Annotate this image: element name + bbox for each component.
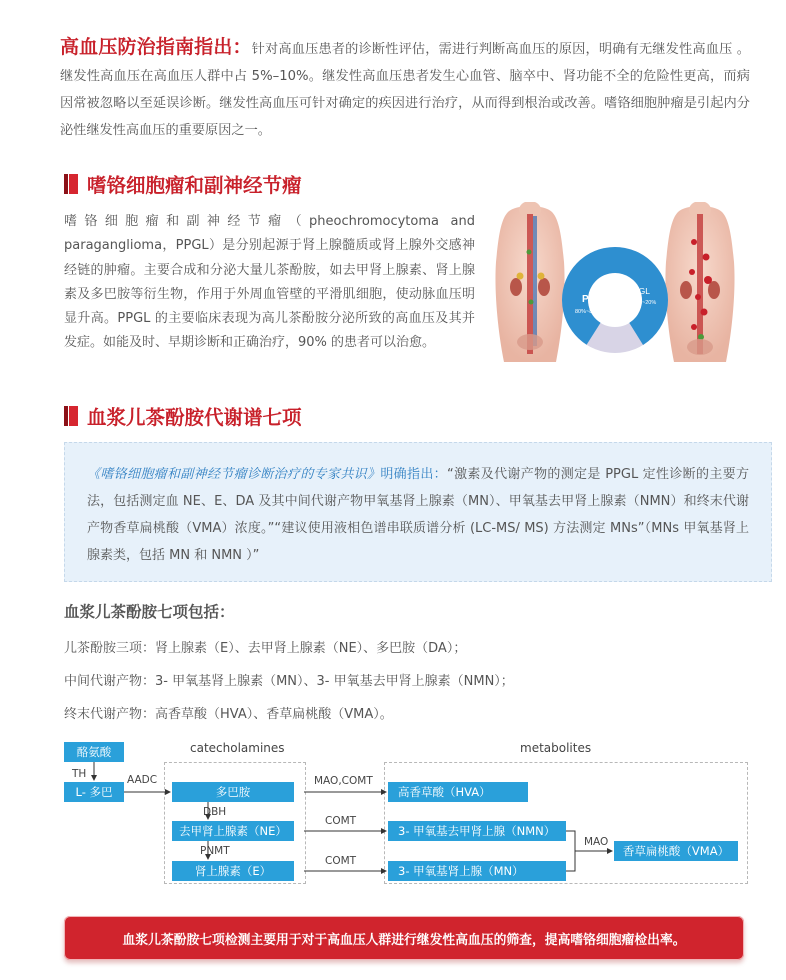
quote-prefix: 明确指出： xyxy=(380,467,447,482)
quote-source-title: 《嗜铬细胞瘤和副神经节瘤诊断治疗的专家共识》 xyxy=(87,467,381,482)
intro-lead: 高血压防治指南指出： xyxy=(60,36,252,58)
vma-box: 香草扁桃酸（VMA） xyxy=(614,841,738,861)
list-title: 血浆儿茶酚胺七项包括： xyxy=(64,603,235,621)
comt-label-2: COMT xyxy=(325,855,357,867)
ldopa-box: L- 多巴 xyxy=(64,782,124,802)
ne-box: 去甲肾上腺素（NE） xyxy=(172,821,294,841)
metabolites-label: metabolites xyxy=(520,741,592,755)
bracket-nmn-mn xyxy=(566,831,575,871)
comt-label-1: COMT xyxy=(325,815,357,827)
intro-text: 针对高血压患者的诊断性评估，需进行判断高血压的原因，明确有无继发性高血压 。继发性高血压在高血压人群中占 5%–10%。继发性高血压患者发生心血管、脑卒中、肾功能不全的危险性更高，而病因常被忽略以至延误诊断。继发性高血压可针对确定的疾因进行治疗，从而得到根治或改善。嗜铬细胞肿瘤是引起内分泌性继发性高血压的重要原因之一。 xyxy=(60,42,750,138)
dopamine-box: 多巴胺 xyxy=(172,782,294,802)
ppgl-paragraph: 嗜铬细胞瘤和副神经节瘤（pheochromocytoma and paraganglioma，PPGL）是分别起源于肾上腺髓质或肾上腺外交感神经链的肿瘤。主要合成和分泌大量儿茶酚胺，如去甲肾上腺素、肾上腺素及多巴胺等衍生物，作用于外周血管壁的平滑肌细胞，使动脉血压明显升高。PPGL 的主要临床表现为高儿茶酚胺分泌所致的高血压及其并发症。如能及时、早期诊断和正确治疗，90% 的患者可以治愈。 xyxy=(64,214,475,351)
donut-pcc-range: 80%~85% xyxy=(575,309,601,315)
catecholamines-label: catecholamines xyxy=(190,741,285,755)
mn-box: 3- 甲氧基肾上腺（MN） xyxy=(388,861,566,881)
hva-box: 高香草酸（HVA） xyxy=(388,782,528,802)
quote-text: “激素及代谢产物的测定是 PPGL 定性诊断的主要方法，包括测定血 NE、E、DA 及其中间代谢产物甲氧基肾上腺素（MN）、甲氧基去甲肾上腺素（NMN）和终末代谢产物香草扁桃酸（VMA）浓度。”“建议使用液相色谱串联质谱分析 (LC-MS/ MS) 方法测定 MNs”（MNs 甲氧基肾上腺素类，包括 MN 和 NMN ）” xyxy=(87,467,749,563)
tyrosine-box: 酪氨酸 xyxy=(64,742,124,762)
th-enzyme-label: TH xyxy=(72,768,87,780)
mao-label: MAO xyxy=(584,836,609,848)
section-title: 血浆儿茶酚胺代谢谱七项 xyxy=(87,406,302,429)
summary-banner: 血浆儿茶酚胺七项检测主要用于对于高血压人群进行继发性高血压的筛查，提高嗜铬细胞瘤检出率。 xyxy=(64,916,744,960)
donut-pgl-label: PGL xyxy=(633,286,651,296)
list-item: 儿茶酚胺三项：肾上腺素（E）、去甲肾上腺素（NE）、多巴胺（DA）； xyxy=(64,641,467,656)
list-item: 终末代谢产物：高香草酸（HVA）、香草扁桃酸（VMA）。 xyxy=(64,707,393,722)
list-item: 中间代谢产物：3- 甲氧基肾上腺素（MN）、3- 甲氧基去甲肾上腺素（NMN）； xyxy=(64,674,514,689)
aadc-enzyme-label: AADC xyxy=(127,774,158,786)
donut-pgl-range: 15%~20% xyxy=(631,300,657,306)
dbh-enzyme-label: DBH xyxy=(203,806,227,818)
nmn-box: 3- 甲氧基去甲肾上腺（NMN） xyxy=(388,821,566,841)
pnmt-enzyme-label: PNMT xyxy=(200,845,230,857)
section-title: 嗜铬细胞瘤和副神经节瘤 xyxy=(87,174,302,197)
e-box: 肾上腺素（E） xyxy=(172,861,294,881)
mao-comt-label: MAO,COMT xyxy=(314,775,373,787)
donut-pcc-label: PCC xyxy=(582,294,604,305)
